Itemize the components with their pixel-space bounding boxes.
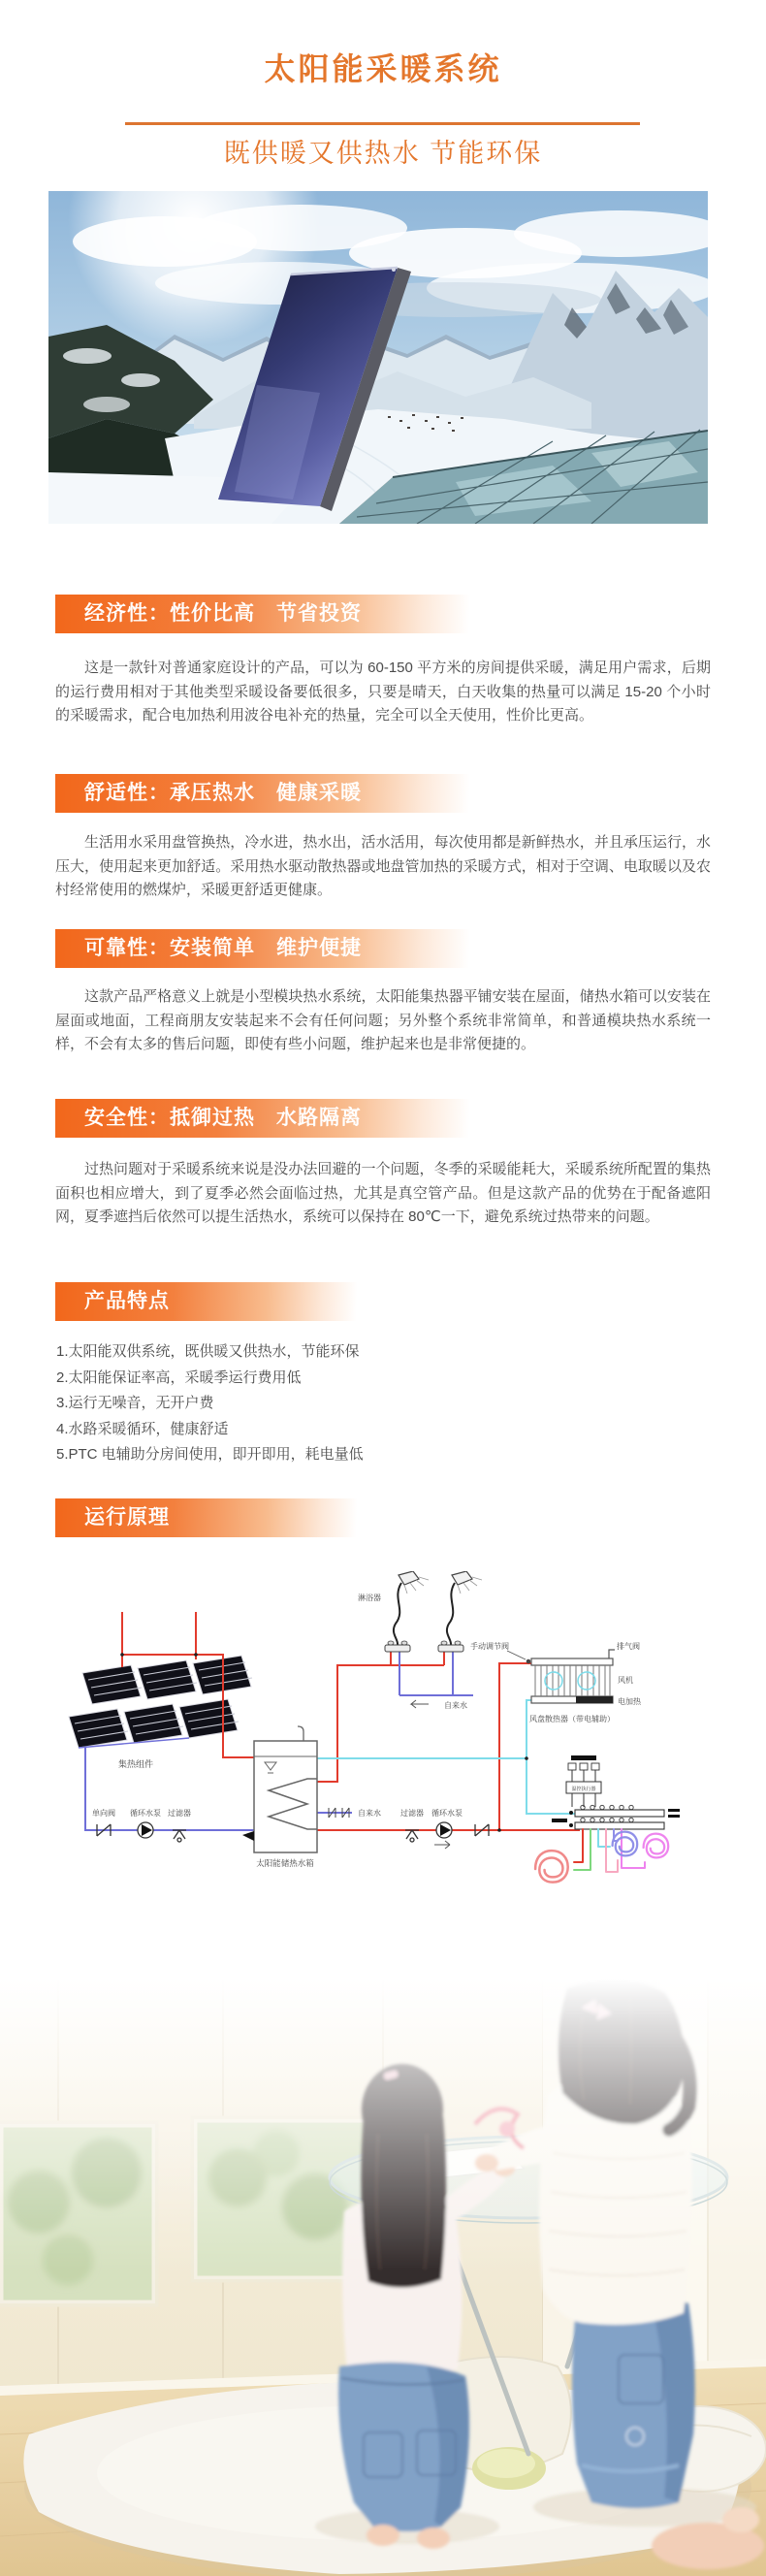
floor-heating-coils [535, 1829, 668, 1883]
label-collector: 集热组件 [117, 1759, 154, 1769]
principle-heading-label: 运行原理 [84, 1506, 170, 1529]
manifold [552, 1755, 680, 1829]
section-heading-reliability [55, 929, 482, 968]
label-tap-water-shower: 自来水 [444, 1701, 467, 1710]
collector-loop-symbols [92, 1808, 191, 1842]
label-pump-right: 循环水泵 [431, 1809, 463, 1818]
section-body-reliability: 这款产品严格意义上就是小型模块热水系统，太阳能集热器平铺安装在屋面，储热水箱可以安装在屋面或地面，工程商朋友安装起来不会有任何问题；另外整个系统非常简单，和普通模块热水系统一样，不会有太多的售后问题，即使有些小问题，维护起来也是非常便捷的。 [55, 988, 711, 1052]
label-controller: 温控执行器 [571, 1787, 596, 1792]
fan-coil-radiator [470, 1641, 642, 1723]
feature-item: 4.水路采暖循环，健康舒适 [56, 1420, 229, 1437]
label-fan-coil: 风盘散热器（带电辅助） [529, 1715, 615, 1723]
section-heading-economy [55, 595, 482, 633]
shower-units [358, 1571, 482, 1710]
section-heading-safety [55, 1099, 482, 1138]
label-electric-heater: 电加热 [618, 1697, 641, 1706]
section-heading-label: 安全性：抵御过热 水路隔离 [84, 1107, 362, 1129]
hero-image [48, 191, 708, 524]
children-photo [0, 1979, 766, 2576]
section-body-economy: 这是一款针对普通家庭设计的产品，可以为 60-150 平方米的房间提供采暖，满足用户需求，后期的运行费用相对于其他类型采暖设备要低很多，只要是晴天，白天收集的热量可以满足 15-20 个小时的采暖需求，配合电加热利用波谷电补充的热量，完全可以全天使用，性价比更高。 [55, 660, 711, 724]
label-manual-valve: 手动调节阀 [470, 1642, 509, 1651]
label-filter-right: 过滤器 [400, 1809, 424, 1818]
section-body-comfort: 生活用水采用盘管换热，冷水进，热水出，活水活用，每次使用都是新鲜热水，并且承压运行，水压大，使用起来更加舒适。采用热水驱动散热器或地盘管加热的采暖方式，相对于空调、电取暖以及农村经常使用的燃煤炉，采暖更舒适更健康。 [55, 834, 711, 898]
label-filter-left: 过滤器 [168, 1809, 191, 1818]
title-divider [125, 122, 640, 125]
section-heading-label: 舒适性：承压热水 健康采暖 [84, 782, 362, 804]
label-tap-water-tank: 自来水 [358, 1809, 381, 1818]
label-check-valve: 单向阀 [92, 1809, 115, 1818]
section-body-safety: 过热问题对于采暖系统来说是没办法回避的一个问题，冬季的采暖能耗大，采暖系统所配置的集热面积也相应增大，到了夏季必然会面临过热，尤其是真空管产品。但是这款产品的优势在于配备遮阳网，夏季遮挡后依然可以提生活热水，系统可以保持在 80℃一下，避免系统过热带来的问题。 [55, 1161, 711, 1225]
page-subtitle: 既供暖又供热水 节能环保 [223, 139, 543, 168]
label-shower: 淋浴器 [358, 1594, 381, 1602]
page-title: 太阳能采暖系统 [264, 51, 502, 86]
storage-tank [242, 1726, 381, 1868]
section-heading-comfort [55, 774, 482, 813]
heating-loop-symbols [400, 1808, 489, 1849]
section-heading-label: 可靠性：安装简单 维护便捷 [84, 937, 362, 959]
feature-item: 1.太阳能双供系统，既供暖又供热水，节能环保 [56, 1343, 360, 1360]
section-heading-label: 经济性：性价比高 节省投资 [84, 602, 362, 625]
label-fan: 风机 [618, 1676, 633, 1685]
label-tank: 太阳能储热水箱 [256, 1858, 314, 1868]
principle-heading [55, 1498, 366, 1537]
solar-collector-array [69, 1656, 252, 1769]
features-heading [55, 1282, 366, 1321]
features-list [56, 1339, 716, 1468]
feature-item: 2.太阳能保证率高，采暖季运行费用低 [56, 1368, 302, 1386]
feature-item: 5.PTC 电辅助分房间使用，即开即用，耗电量低 [56, 1446, 364, 1464]
features-heading-label: 产品特点 [84, 1290, 170, 1312]
label-pump-left: 循环水泵 [130, 1809, 161, 1818]
label-air-valve: 排气阀 [617, 1642, 640, 1651]
feature-item: 3.运行无噪音，无开户费 [56, 1395, 214, 1412]
